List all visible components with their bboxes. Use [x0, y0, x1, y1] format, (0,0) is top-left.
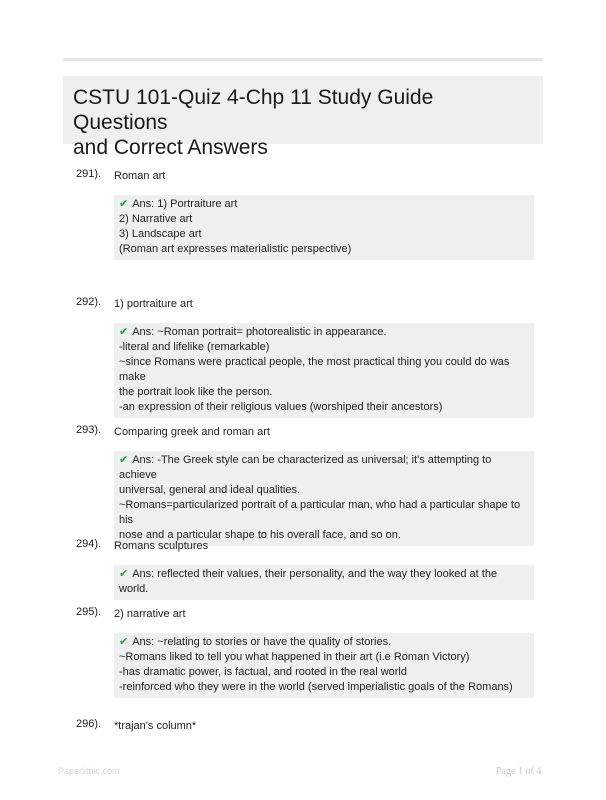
answer-panel	[114, 195, 534, 260]
answer-line: the portrait look like the person.	[119, 386, 273, 398]
qa-item-293	[0, 421, 606, 541]
qa-item-296	[0, 715, 606, 739]
check-icon: ✔	[119, 198, 129, 210]
answer-line: -has dramatic power, is factual, and rooted in the real world	[119, 666, 407, 678]
check-icon: ✔	[119, 568, 129, 580]
footer-watermark: Paperlitbic.com	[58, 766, 120, 776]
question-number: 294).	[76, 538, 102, 550]
answer-line: universal, general and ideal qualities.	[119, 484, 301, 496]
page-title-line-2: and Correct Answers	[73, 136, 268, 159]
qa-item-295	[0, 603, 606, 715]
question-number: 293).	[76, 424, 102, 436]
check-icon: ✔	[119, 454, 129, 466]
answer-line: -reinforced who they were in the world (served imperialistic goals of the Romans)	[119, 681, 513, 693]
answer-panel	[114, 633, 534, 698]
answer-line: Ans: reflected their values, their personality, and the way they looked at the world.	[119, 568, 498, 595]
check-icon: ✔	[119, 636, 129, 648]
question-text: Roman art	[114, 170, 166, 182]
answer-line: 2) Narrative art	[119, 213, 193, 225]
answer-line: -literal and lifelike (remarkable)	[119, 341, 270, 353]
answer-line: Ans: ~relating to stories or have the quality of stories.	[132, 636, 392, 648]
question-text: Comparing greek and roman art	[114, 426, 270, 438]
answer-line: Ans: -The Greek style can be characterized as universal; it's attempting to achieve	[119, 454, 492, 481]
title-banner	[63, 76, 543, 159]
answer-panel	[114, 451, 534, 546]
question-text: *trajan's column*	[114, 720, 197, 732]
qa-list	[0, 165, 606, 739]
answer-line: ~Romans liked to tell you what happened in their art (i.e Roman Victory)	[119, 651, 470, 663]
answer-line: ~Romans=particularized portrait of a particular man, who had a particular shape to his	[119, 499, 521, 526]
qa-item-292	[0, 293, 606, 421]
question-number: 296).	[76, 718, 102, 730]
answer-line: Ans: 1) Portraiture art	[132, 198, 238, 210]
answer-line: (Roman art expresses materialistic perspective)	[119, 243, 352, 255]
page-number: Page 1 of 4	[496, 766, 542, 777]
question-text: 1) portraiture art	[114, 298, 193, 310]
question-number: 295).	[76, 606, 102, 618]
question-text: 2) narrative art	[114, 608, 186, 620]
answer-panel	[114, 565, 534, 600]
qa-item-291	[0, 165, 606, 293]
answer-line: nose and a particular shape to his overall face, and so on.	[119, 529, 401, 541]
question-number: 292).	[76, 296, 102, 308]
answer-line: 3) Landscape art	[119, 228, 202, 240]
qa-item-294	[0, 535, 606, 603]
answer-line: ~since Romans were practical people, the most practical thing you could do was make	[119, 356, 510, 383]
check-icon: ✔	[119, 326, 129, 338]
question-text: Romans sculptures	[114, 540, 209, 552]
answer-panel	[114, 323, 534, 418]
answer-line: -an expression of their religious values (worshiped their ancestors)	[119, 401, 443, 413]
question-number: 291).	[76, 168, 102, 180]
page-title-line-1: CSTU 101-Quiz 4-Chp 11 Study Guide Questions	[73, 86, 434, 134]
answer-line: Ans: ~Roman portrait= photorealistic in appearance.	[132, 326, 387, 338]
top-divider	[63, 58, 543, 61]
